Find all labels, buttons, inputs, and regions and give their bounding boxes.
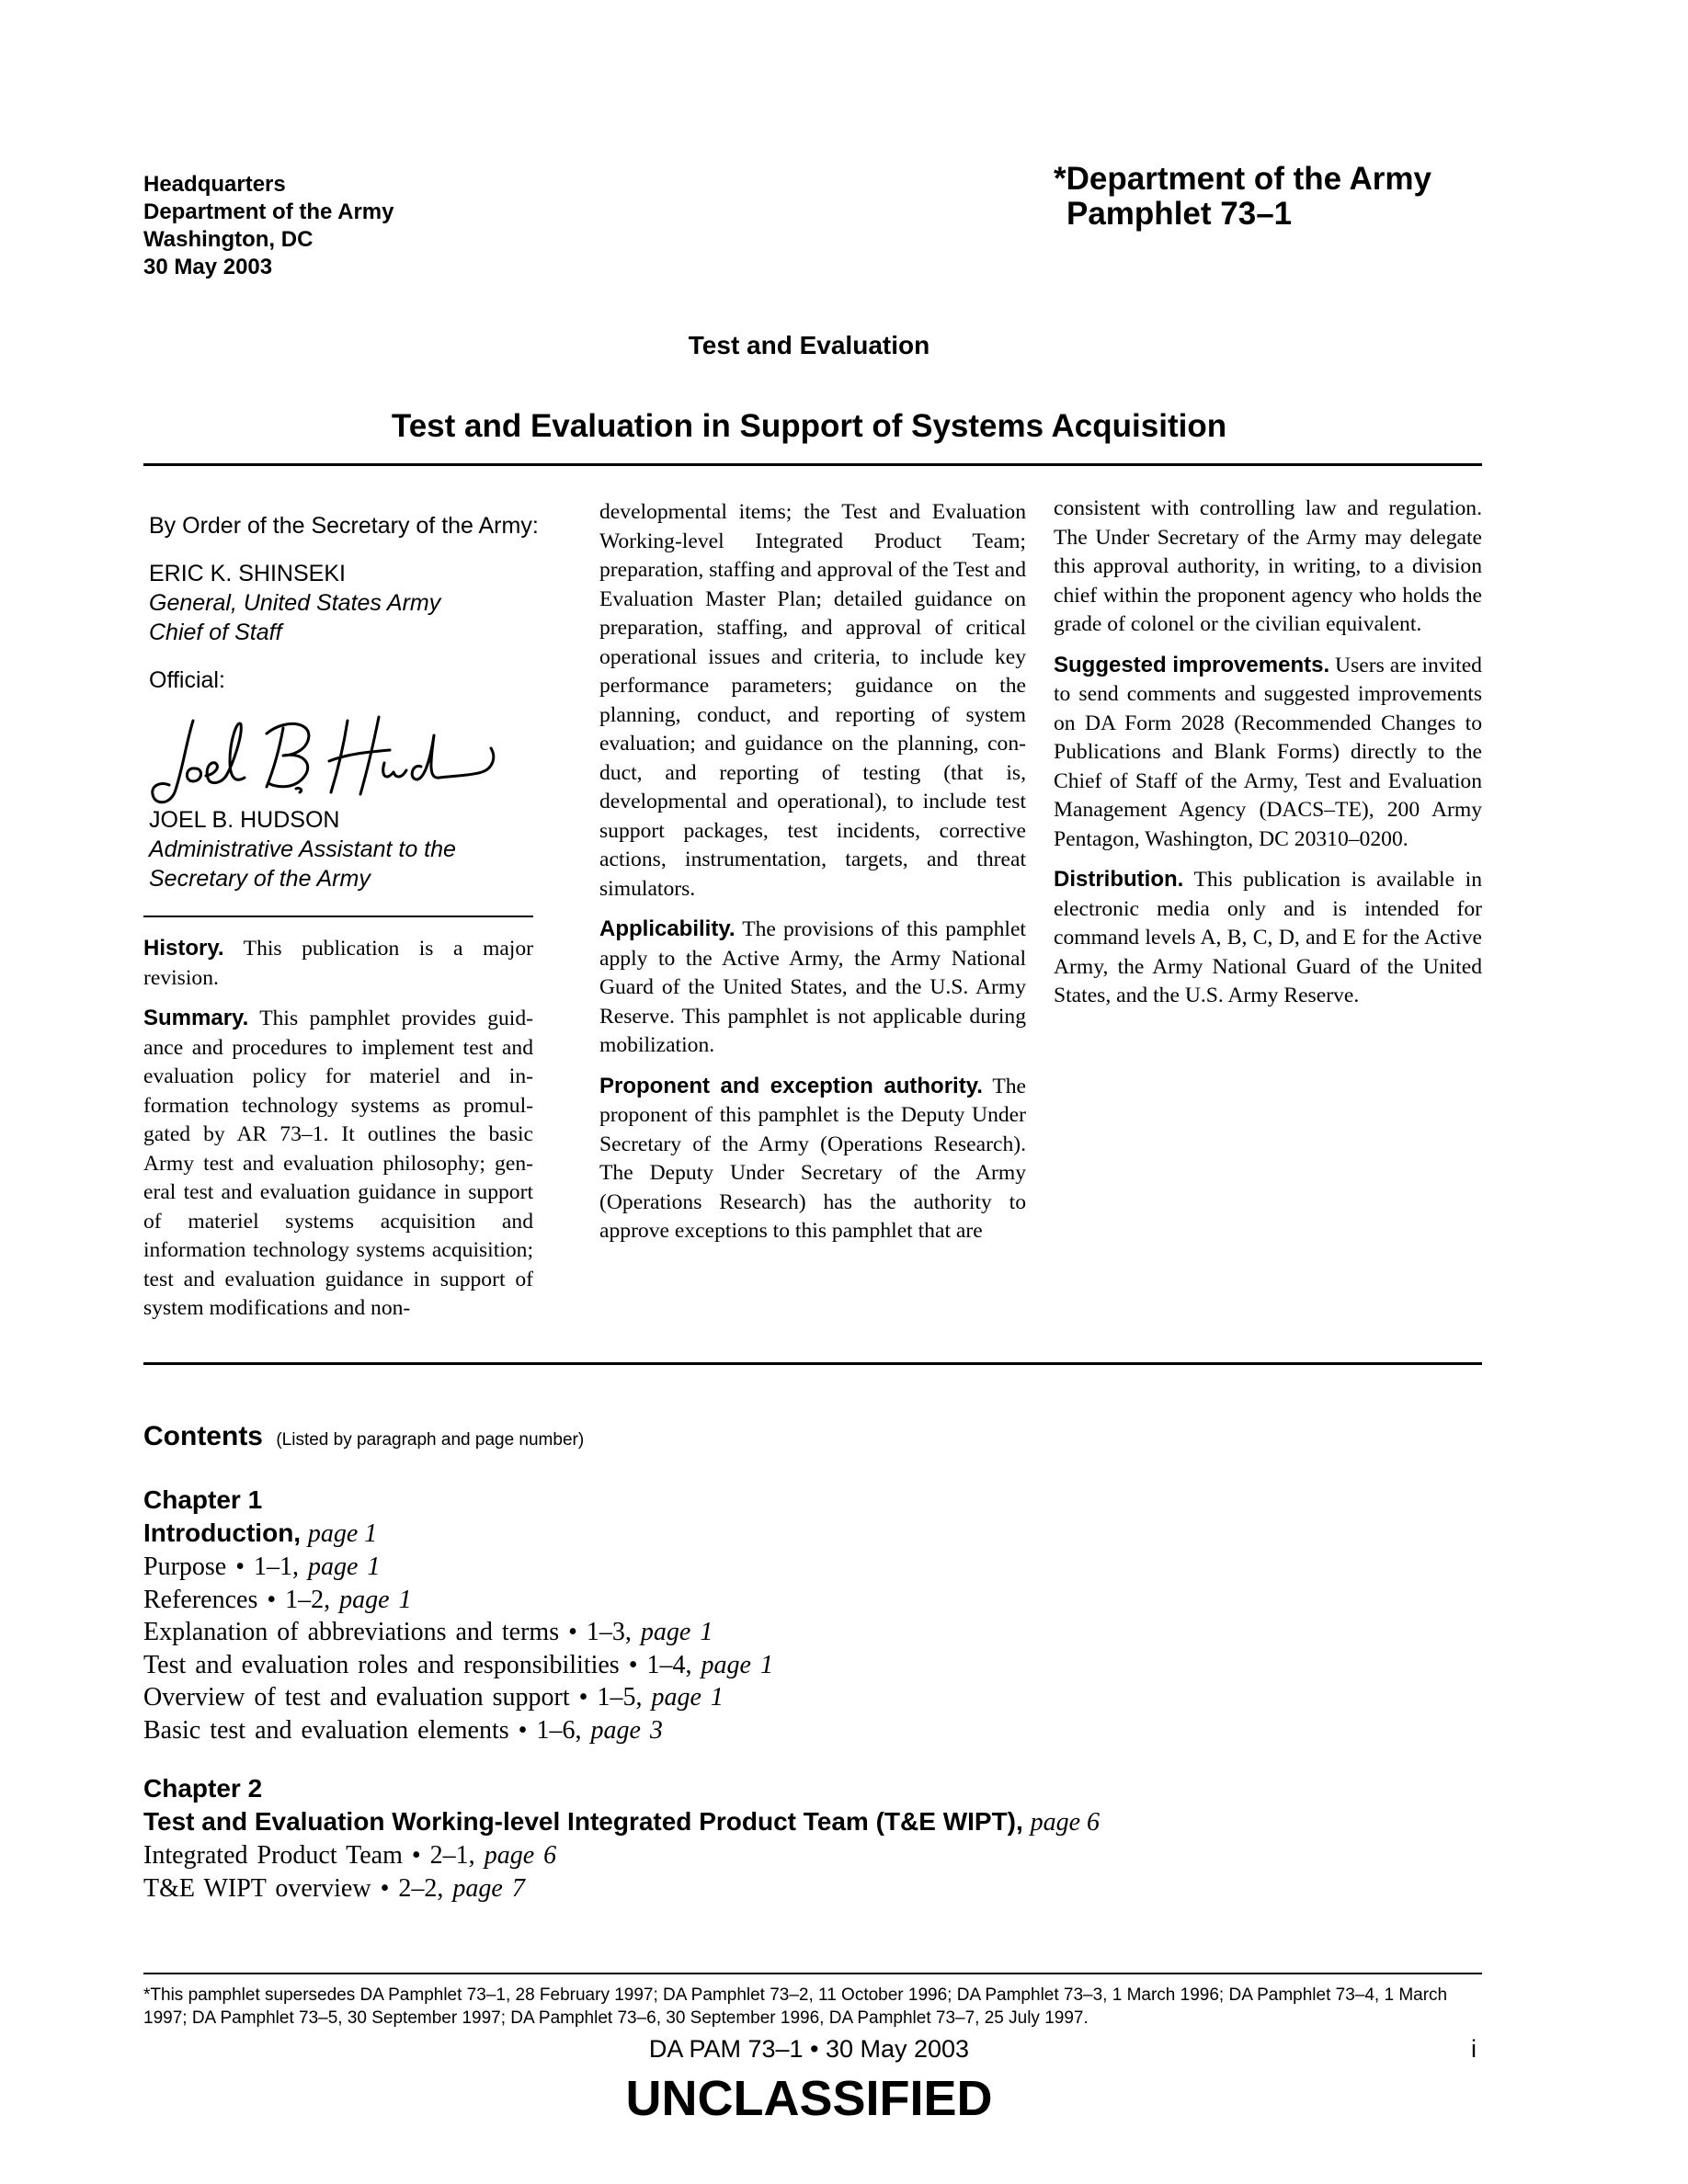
toc-entry[interactable] [143, 1649, 1486, 1682]
applicability-text: The provisions of this pamphlet apply to the Active Army, the Army National Guard of the United States, and the U.S. Army Reserve. This pamphlet is not applicable during mobilization. [599, 917, 1026, 1057]
summary-paragraph [143, 1004, 533, 1324]
toc-chapter-1 [143, 1484, 1486, 1746]
supersession-footnote: *This pamphlet supersedes DA Pamphlet 73–1, 28 February 1997; DA Pamphlet 73–2, 11 October 1996; DA Pamphlet 73–3, 1 March 1996; DA Pamphlet 73–4, 1 March 1997; DA Pamphlet 73–5, 30 September 1997; DA Pamphlet 73–6, 30 September 1996, DA Pamphlet 73–7, 25 July 1997. [143, 1985, 1448, 2028]
publication-id [1054, 162, 1568, 232]
history-text: This publication is a major revision. [143, 937, 533, 990]
document-title: Test and Evaluation in Support of Systems Acquisition [391, 408, 1227, 444]
toc-entry[interactable] [143, 1839, 1486, 1872]
proponent-paragraph [599, 1072, 1026, 1246]
toc-chapter-title-text: Introduction, [143, 1519, 302, 1547]
footnote-rule [143, 1973, 1482, 1974]
history-paragraph [143, 934, 533, 993]
toc-chapter-title[interactable] [143, 1805, 1486, 1839]
official-label: Official: [149, 667, 225, 693]
toc-page-ref: page 1 [339, 1585, 412, 1614]
signer2-title: Secretary of the Army [149, 866, 371, 892]
distribution-text: This publication is available in electronic media only and is intended for command levels A, B, C, D, and E for the Active Army, the Army National Guard of the United States, and the U.S. Army Reserve. [1054, 868, 1482, 1007]
toc-entry-text: Test and evaluation roles and responsibilities • 1–4, [143, 1650, 692, 1679]
issuer-line: Headquarters [143, 172, 286, 197]
history-heading: History. [143, 936, 224, 961]
signer2-block [149, 805, 553, 893]
contents-note: (Listed by paragraph and page number) [276, 1430, 585, 1450]
subject-heading: Test and Evaluation [688, 331, 930, 359]
toc-page-ref: page 6 [1030, 1808, 1101, 1837]
suggested-improvements-text: Users are invited to send comments and suggested improvements on DA Form 2028 (Recommended Changes to Publications and Blank Forms) directly to the Chief of Staff of the Army, Test and Evaluation Management Agency (DACS–TE), 200 Army Pentagon, Washington, DC 20310–0200. [1054, 653, 1482, 851]
toc-entry-text: References • 1–2, [143, 1585, 331, 1614]
contents-rule [143, 1362, 1482, 1365]
signer2-name: JOEL B. HUDSON [149, 807, 340, 833]
toc-chapter-label: Chapter 2 [143, 1774, 263, 1803]
toc-entry[interactable] [143, 1584, 1486, 1617]
issuer-block [143, 171, 695, 281]
toc-page-ref: page 6 [484, 1841, 557, 1870]
toc-entry-text: Integrated Product Team • 2–1, [143, 1841, 475, 1870]
proponent-text: The proponent of this pamphlet is the Deputy Under Secretary of the Army (Operations Research). The Deputy Under Secretary of the Army (Operations Research) has the authority to approve exceptions to this pamphlet that are [599, 1074, 1027, 1243]
toc-entry[interactable] [143, 1872, 1486, 1905]
toc-entry-text: Overview of test and evaluation support • 1–5, [143, 1683, 643, 1712]
distribution-paragraph [1054, 865, 1482, 1011]
toc-entry-text: Purpose • 1–1, [143, 1553, 300, 1581]
toc-page-ref: page 1 [307, 1519, 378, 1548]
signer2-title: Administrative Assistant to the [149, 836, 456, 862]
classification-marking: UNCLASSIFIED [625, 2071, 993, 2126]
summary-column-3 [1054, 495, 1482, 1022]
by-order-line: By Order of the Secretary of the Army: [149, 513, 539, 539]
toc-entry-text: T&E WIPT overview • 2–2, [143, 1873, 444, 1903]
applicability-paragraph [599, 915, 1026, 1061]
issuer-line: Department of the Army [143, 199, 394, 224]
proponent-continuation: consistent with controlling law and regulation. The Under Secretary of the Army may delegate this approval authority, in writing, to a division chief within the proponent agency who holds the grade of colonel or the civilian equivalent. [1054, 496, 1482, 636]
toc-chapter-title[interactable] [143, 1517, 1486, 1551]
toc-entry[interactable] [143, 1714, 1486, 1747]
publication-id-line1: *Department of the Army [1054, 161, 1431, 197]
toc-page-ref: page 3 [590, 1715, 663, 1745]
signer1-title: General, United States Army [149, 590, 441, 616]
contents-title: Contents [143, 1421, 263, 1451]
signature-rule [143, 916, 533, 917]
page-number: i [1471, 2035, 1477, 2063]
summary-text: This pamphlet provides guidance and procedures to implement test and evaluation policy for materiel and information technology systems as promulgated by AR 73–1. It outlines the basic Army test and evaluation philosophy; general test and evaluation guidance in support of materiel systems acquisition and information technology systems acquisition; test and evaluation guidance in support of system modifications and non- [143, 1007, 533, 1320]
summary-column-1 [143, 934, 533, 1335]
toc-entry-text: Explanation of abbreviations and terms • 1–3, [143, 1618, 632, 1646]
suggested-improvements-heading: Suggested improvements. [1054, 652, 1330, 677]
distribution-heading: Distribution. [1054, 867, 1184, 892]
handwritten-signature [149, 708, 517, 809]
toc-page-ref: page 1 [640, 1618, 713, 1646]
issuer-line: Washington, DC [143, 227, 314, 252]
signature-block [149, 511, 553, 695]
suggested-improvements-paragraph [1054, 651, 1482, 855]
toc-page-ref: page 1 [651, 1683, 724, 1712]
toc-chapter-title-text: Test and Evaluation Working-level Integrated Product Team (T&E WIPT), [143, 1807, 1023, 1836]
signer1-name: ERIC K. SHINSEKI [149, 561, 346, 586]
publication-id-line2: Pamphlet 73–1 [1066, 196, 1293, 232]
proponent-heading: Proponent and exception authority. [599, 1073, 983, 1098]
applicability-heading: Applicability. [599, 916, 736, 941]
toc-chapter-label: Chapter 1 [143, 1485, 263, 1514]
summary-column-2 [599, 498, 1026, 1257]
issue-date: 30 May 2003 [143, 255, 273, 279]
toc-entry[interactable] [143, 1551, 1486, 1584]
toc-page-ref: page 1 [308, 1553, 381, 1581]
title-rule [143, 463, 1482, 466]
contents-heading [143, 1421, 584, 1452]
toc-page-ref: page 1 [701, 1650, 773, 1679]
toc-entry[interactable] [143, 1681, 1486, 1714]
toc-entry-text: Basic test and evaluation elements • 1–6, [143, 1715, 582, 1745]
running-footer: DA PAM 73–1 • 30 May 2003 [648, 2035, 970, 2063]
summary-continuation: developmental items; the Test and Evaluation Working-level Integrated Product Team; preparation, staffing and approval of the Test and Evaluation Master Plan; detailed guidance on preparation, staffing, and approval of critical operational issues and criteria, to include key performance parameters; guidance on the planning, conduct, and reporting of system evaluation; and guidance on the planning, conduct, and reporting of testing (that is, developmental and operational), to include test support packages, test incidents, corrective actions, instrumentation, targets, and threat simulators. [599, 500, 1026, 901]
toc-page-ref: page 7 [452, 1873, 525, 1903]
toc-chapter-2 [143, 1772, 1486, 1905]
signer1-title: Chief of Staff [149, 620, 282, 645]
summary-heading: Summary. [143, 1006, 249, 1030]
toc-entry[interactable] [143, 1616, 1486, 1649]
